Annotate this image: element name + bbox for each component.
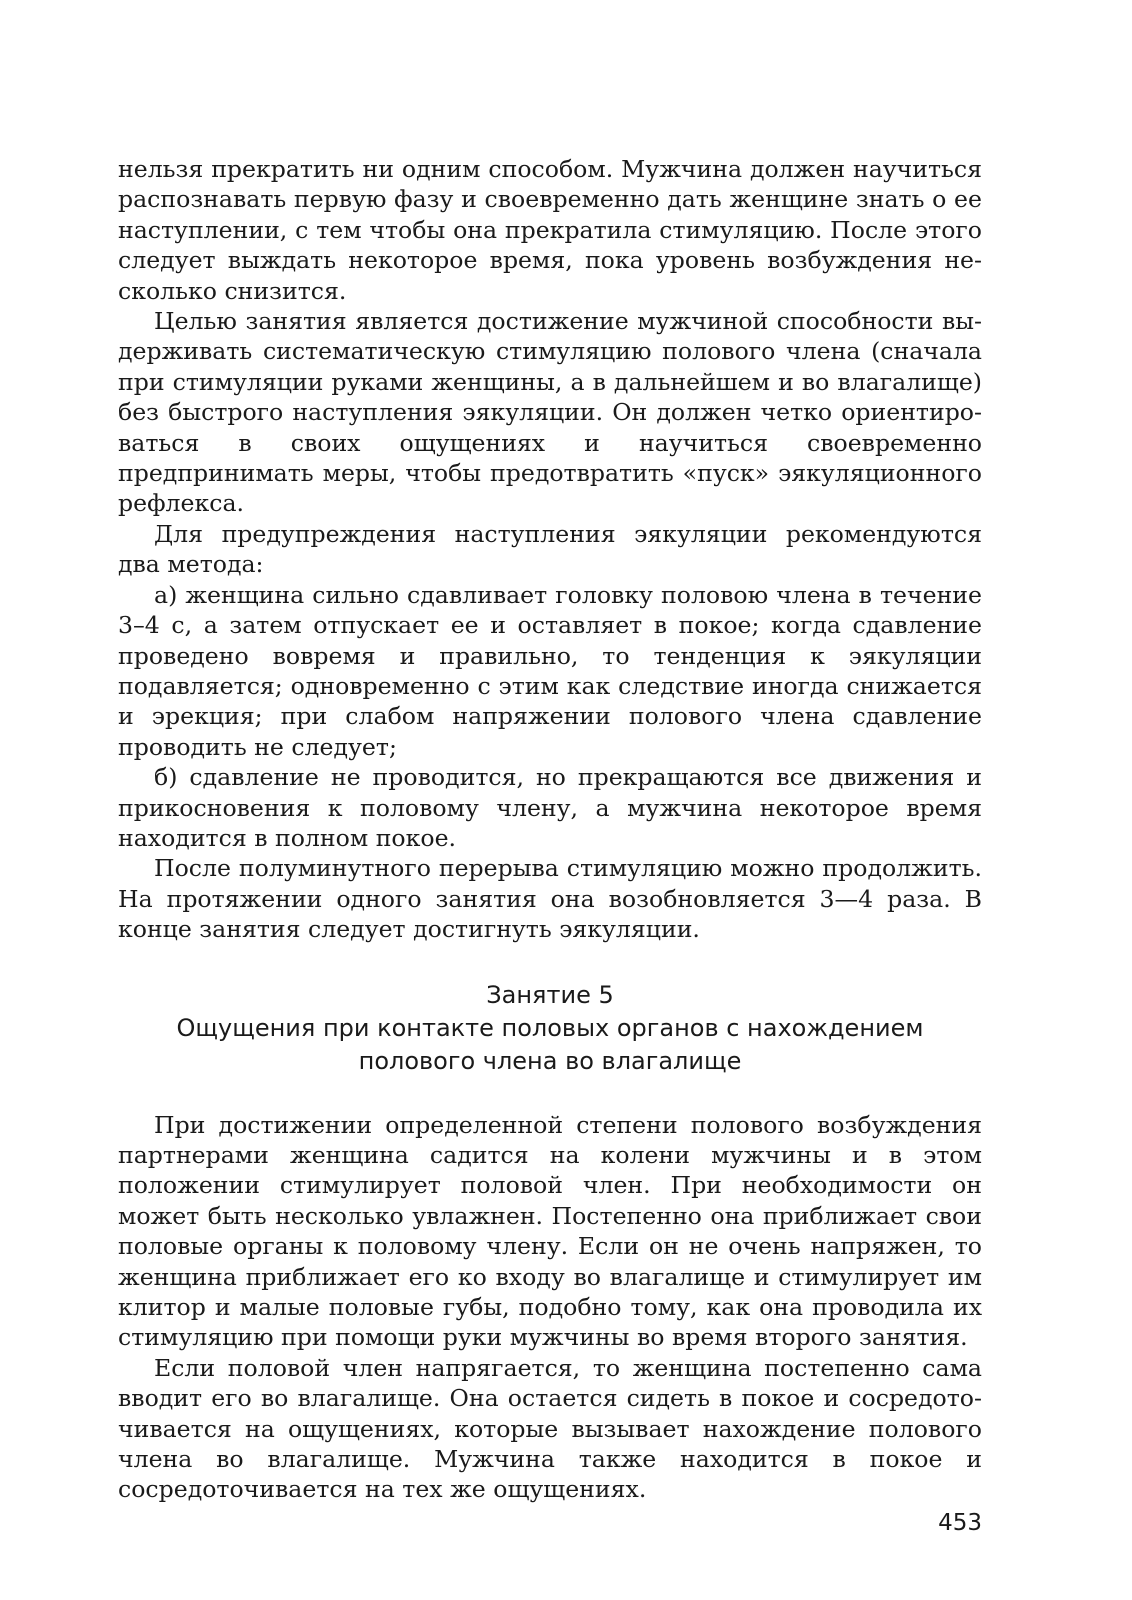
- list-item-a: а) женщина сильно сдавливает головку половою члена в течение 3–4 с, а затем отпускает ее и оставляет в покое; когда сдавление проведено вовремя и правильно, то тенденция к эякуляции подавляется; одновременно с этим как следствие иногда снижается и эрекция; при слабом напряжении полового члена сдавление проводить не следует;: [118, 580, 982, 761]
- paragraph: нельзя прекратить ни одним способом. Мужчина должен научиться распознавать первую фазу и своевременно дать женщине знать о ее наступлении, с тем чтобы она прекратила стимуляцию. После этого следует выждать некоторое время, пока уровень возбуждения несколько снизится.: [118, 155, 982, 305]
- section-title-line-2: полового члена во влагалище: [358, 1046, 742, 1075]
- paragraph: Если половой член напрягается, то женщина постепенно сама вводит его во влагалище. Она остается сидеть в покое и сосредоточивается на ощущениях, которые вызывает нахождение полового члена во влагалище. Мужчина также находится в покое и сосредоточивается на тех же ощущениях.: [118, 1353, 982, 1504]
- section-title-line-1: Ощущения при контакте половых органов с нахождением: [176, 1013, 924, 1042]
- list-item-b: б) сдавление не проводится, но прекращаются все движения и прикосновения к половому члену, а мужчина некоторое время находится в полном покое.: [118, 763, 982, 852]
- paragraph: Для предупреждения наступления эякуляции рекомендуются два метода:: [118, 519, 982, 579]
- section-number: Занятие 5: [486, 980, 614, 1009]
- section-heading: [118, 979, 982, 1078]
- paragraph: Целью занятия является достижение мужчиной способности выдерживать систематическую стимуляцию полового члена (сначала при стимуляции руками женщины, а в дальнейшем и во влагалище) без быстрого наступления эякуляции. Он должен четко ориентироваться в своих ощущениях и научиться своевременно предпринимать меры, чтобы предотвратить «пуск» эякуляционного рефлекса.: [118, 307, 982, 518]
- paragraph: При достижении определенной степени полового возбуждения партнерами женщина садится на колени мужчины и в этом положении стимулирует половой член. При необходимости он может быть несколько увлажнен. Постепенно она приближает свои половые органы к половому члену. Если он не очень напряжен, то женщина приближает его ко входу во влагалище и стимулирует им клитор и малые половые губы, подобно тому, как она проводила их стимуляцию при помощи руки мужчины во время второго занятия.: [118, 1110, 982, 1352]
- page-number: 453: [938, 1510, 982, 1536]
- paragraph: После полуминутного перерыва стимуляцию можно продолжить. На протяжении одного занятия она возобновляется 3—4 раза. В конце занятия следует достигнуть эякуляции.: [118, 854, 982, 944]
- page-content: [118, 154, 982, 1505]
